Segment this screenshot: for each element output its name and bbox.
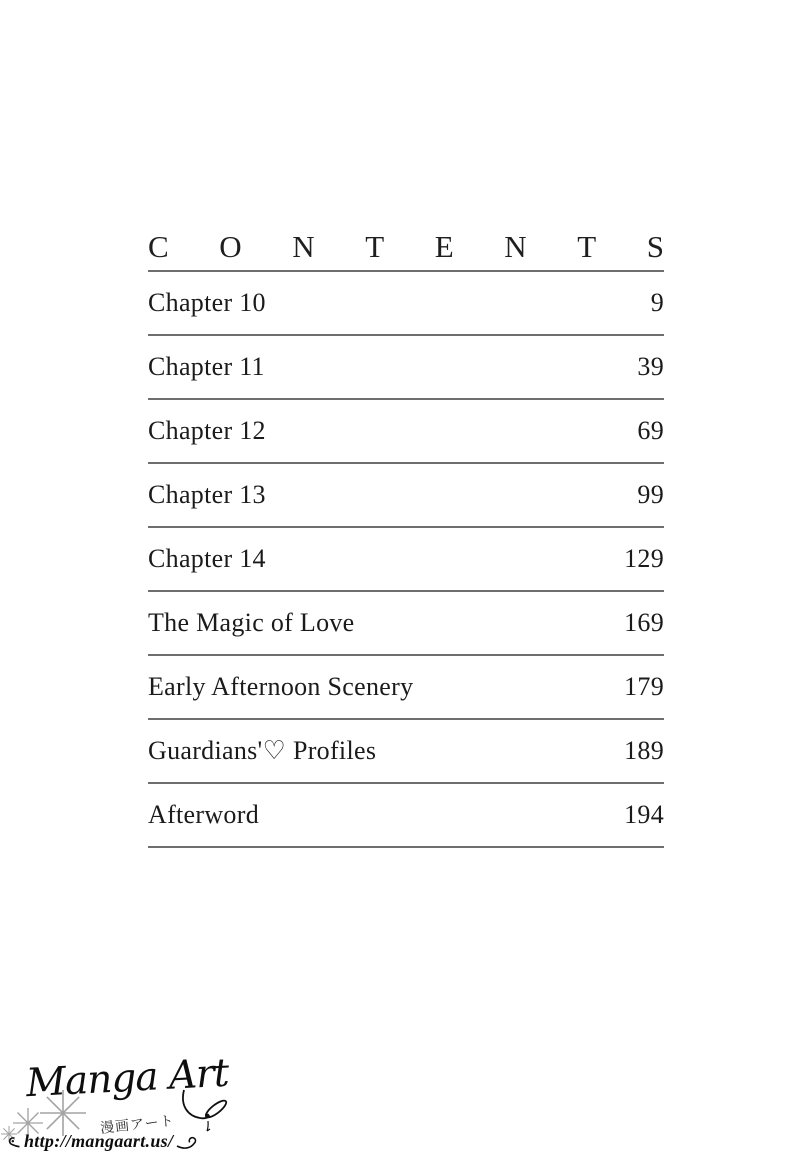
toc-entry-label: Afterword <box>148 800 259 829</box>
swirl-left-icon <box>2 1134 21 1149</box>
toc-row <box>148 464 664 528</box>
toc-entry-label: Guardians'♡ Profiles <box>148 736 377 765</box>
toc-row <box>148 400 664 464</box>
toc-entry-label: Chapter 12 <box>148 416 266 445</box>
toc-entry-page: 179 <box>624 672 664 701</box>
toc-row <box>148 656 664 720</box>
toc-entry-page: 69 <box>637 416 664 445</box>
contents-title-letter: N <box>292 229 315 264</box>
toc-row <box>148 720 664 784</box>
contents-title-letter: T <box>365 229 385 264</box>
toc-entry-page: 189 <box>624 736 664 765</box>
toc-entry-page: 9 <box>650 288 664 317</box>
toc-row <box>148 592 664 656</box>
toc-entry-label: The Magic of Love <box>148 608 355 637</box>
toc-entry-label: Early Afternoon Scenery <box>148 672 414 701</box>
toc-entry-page: 99 <box>637 480 664 509</box>
toc-entry-page: 39 <box>637 352 664 381</box>
contents-title <box>148 217 664 272</box>
toc-row <box>148 784 664 848</box>
toc-entry-page: 194 <box>624 800 664 829</box>
toc-row <box>148 528 664 592</box>
contents-title-letter: C <box>148 229 169 264</box>
table-of-contents <box>148 217 664 848</box>
toc-entry-page: 129 <box>624 544 664 573</box>
contents-title-letter: N <box>504 229 527 264</box>
toc-row <box>148 272 664 336</box>
toc-row <box>148 336 664 400</box>
toc-entry-label: Chapter 14 <box>148 544 266 573</box>
mangaart-watermark <box>0 1052 260 1162</box>
mangaart-logo-japanese: 漫画アート <box>99 1113 176 1137</box>
toc-entry-label: Chapter 10 <box>148 288 266 317</box>
toc-entry-label: Chapter 13 <box>148 480 266 509</box>
swirl-right-icon <box>176 1134 201 1149</box>
mangaart-url-line <box>2 1131 201 1152</box>
mangaart-url: http://mangaart.us/ <box>24 1131 174 1151</box>
contents-title-letter: S <box>646 229 664 264</box>
mangaart-logo-text: Manga Art <box>24 1050 230 1107</box>
toc-entry-label: Chapter 11 <box>148 352 265 381</box>
toc-rows <box>148 272 664 848</box>
toc-entry-page: 169 <box>624 608 664 637</box>
contents-title-letter: E <box>434 229 454 264</box>
contents-title-letter: T <box>577 229 597 264</box>
paintbrush-icon <box>178 1088 236 1134</box>
contents-title-letter: O <box>219 229 242 264</box>
